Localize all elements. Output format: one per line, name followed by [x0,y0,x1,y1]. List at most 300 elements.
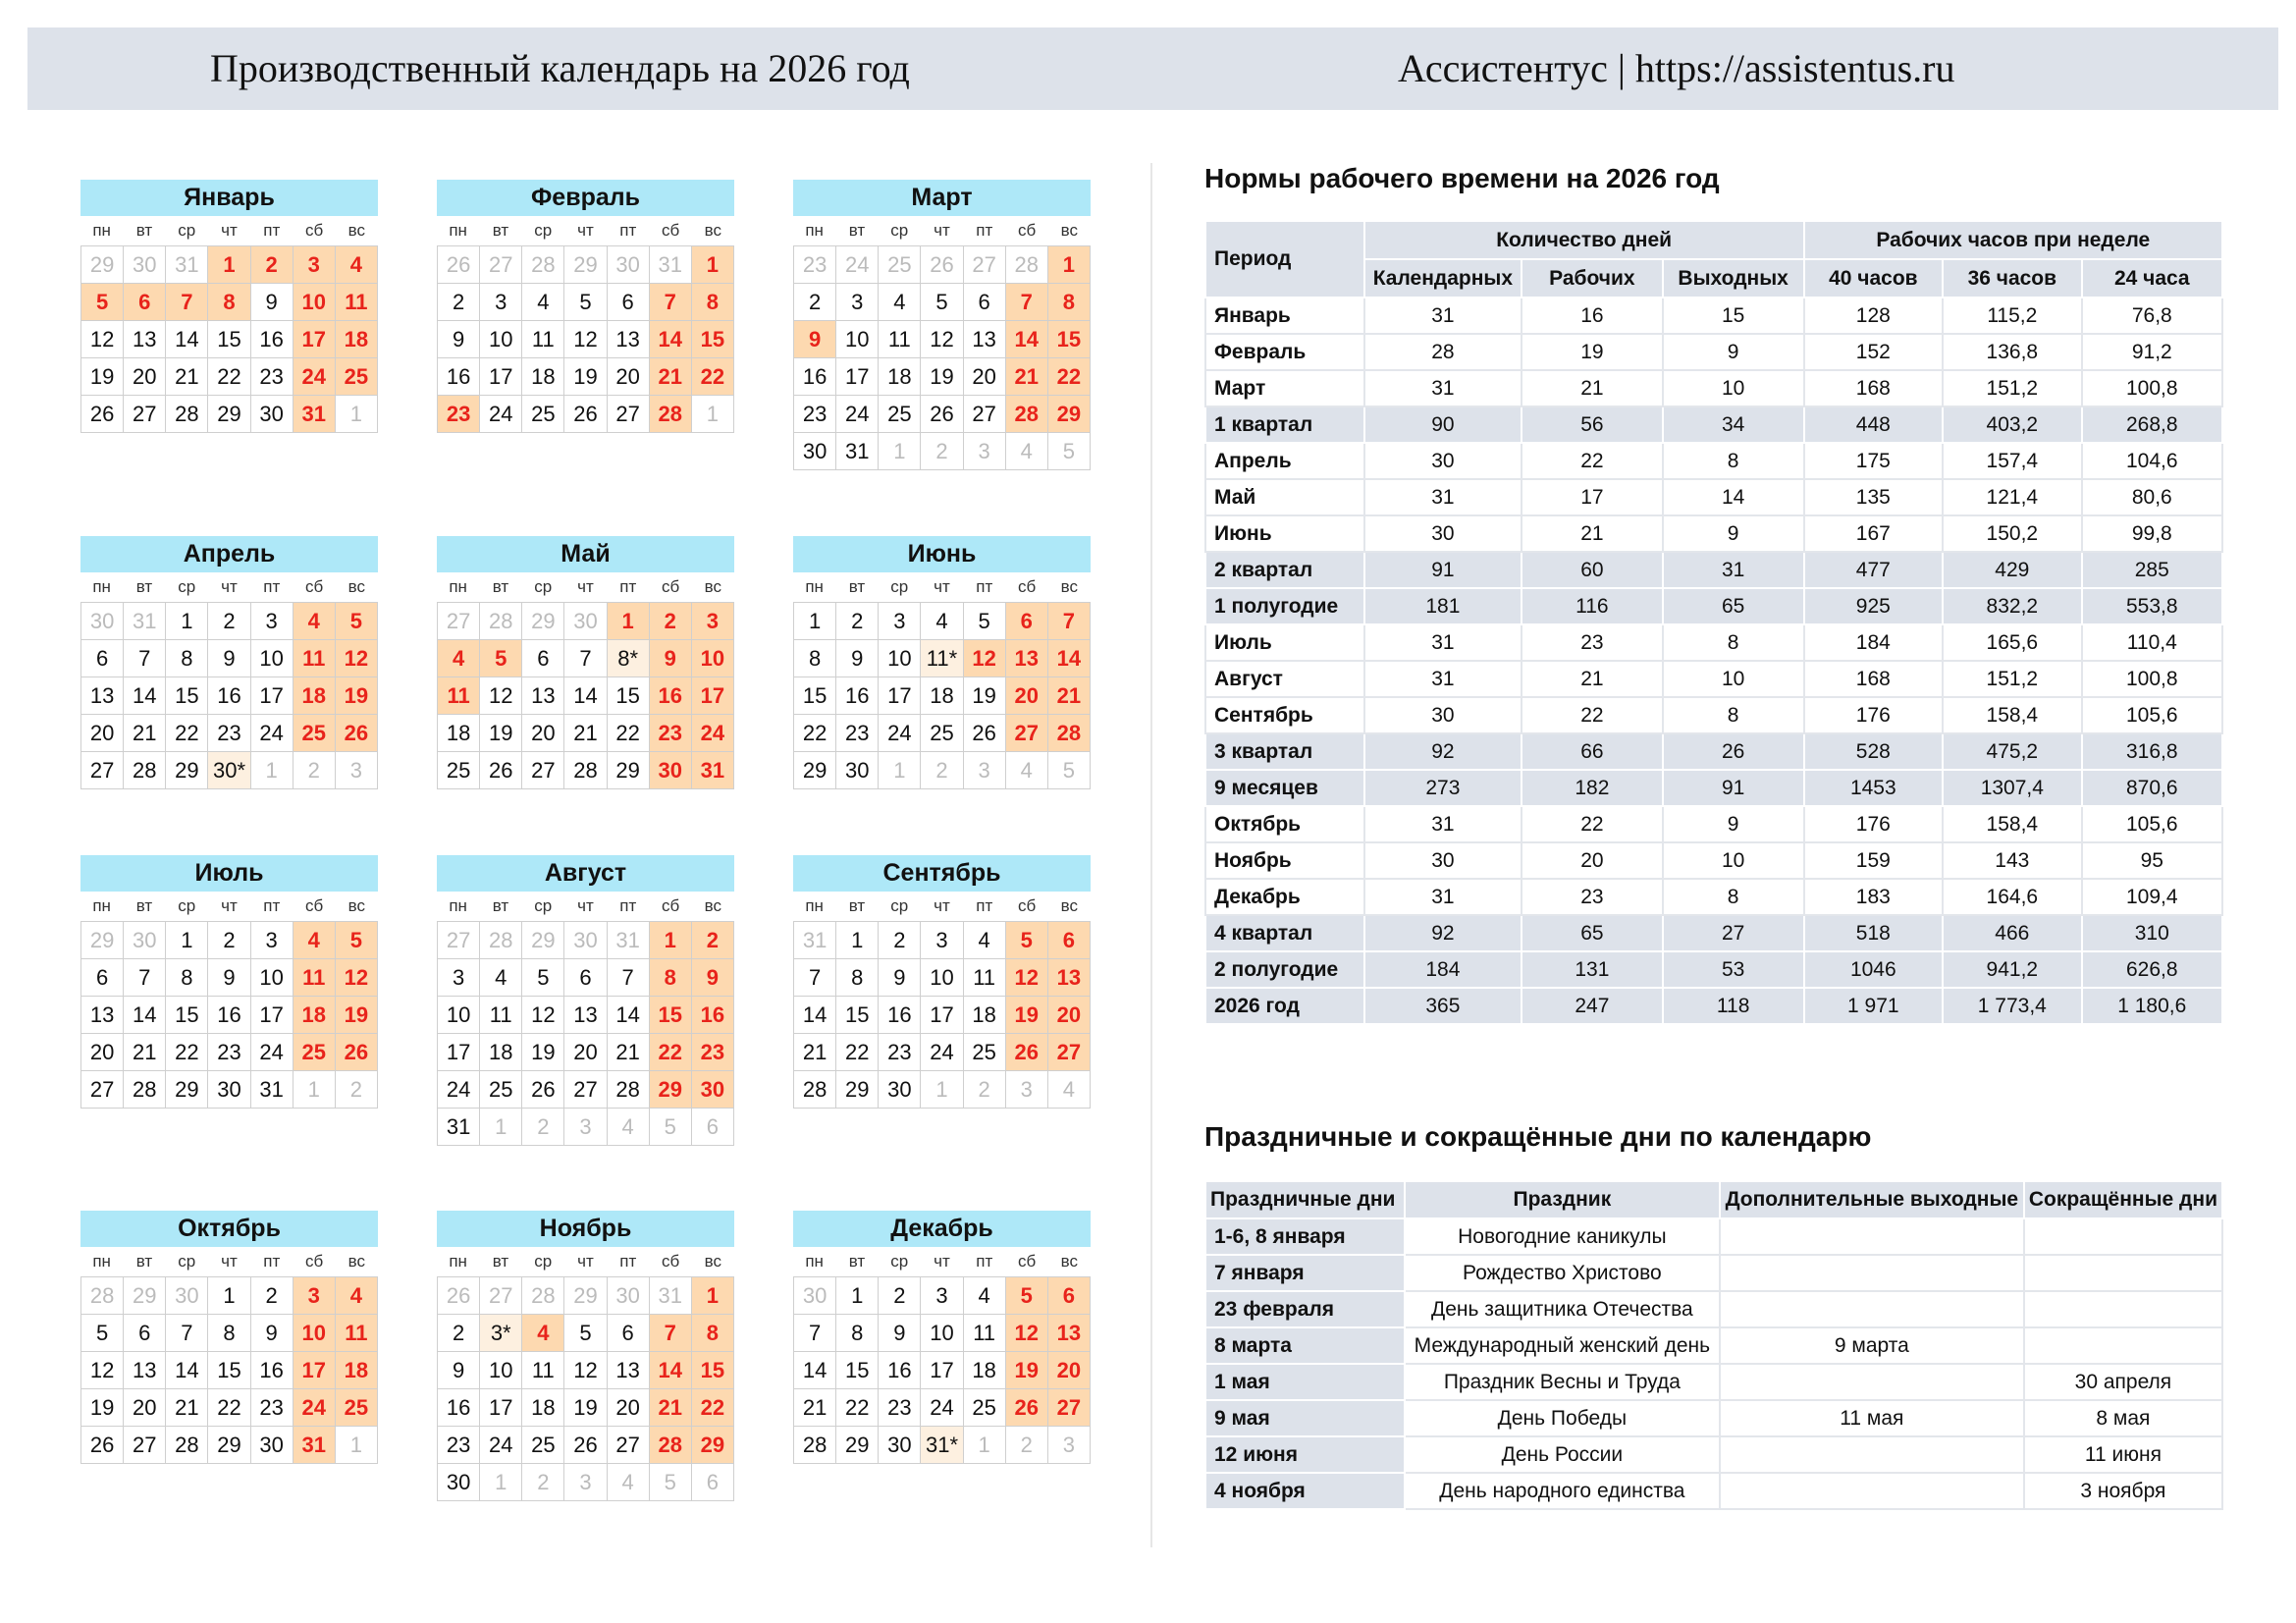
holiday-cell: 30 апреля [2024,1364,2222,1400]
holiday-cell: Международный женский день [1405,1327,1720,1364]
weekday-label: ср [890,221,909,240]
norm-value: 31 [1364,806,1522,842]
day-cell: 28 [480,603,522,640]
norm-value: 53 [1663,951,1804,988]
day-cell: 6 [564,959,607,997]
day-cell: 3 [964,433,1006,470]
day-cell: 31* [921,1427,963,1464]
day-cell: 26 [81,1427,124,1464]
day-cell: 4 [336,1277,378,1315]
day-cell: 1 [608,603,650,640]
day-cell: 6 [692,1109,734,1146]
month-calendar [437,180,734,433]
norm-value: 1 773,4 [1943,988,2082,1024]
weekday-label: вт [848,221,866,240]
day-cell: 5 [336,603,378,640]
day-cell: 18 [522,1389,564,1427]
day-cell: 21 [166,1389,208,1427]
day-cell: 5 [564,1315,607,1352]
norm-value: 30 [1364,443,1522,479]
month-title: Май [437,536,734,572]
day-cell: 13 [124,1352,166,1389]
day-cell: 21 [794,1389,836,1427]
weekday-label: ср [890,1252,909,1271]
table-row [1205,624,2222,661]
norm-value: 285 [2082,552,2222,588]
day-cell: 1 [294,1071,336,1109]
day-cell: 24 [480,396,522,433]
day-cell: 27 [522,752,564,789]
norm-value: 365 [1364,988,1522,1024]
weekday-label: сб [304,221,324,240]
holiday-cell: Рождество Христово [1405,1255,1720,1291]
holiday-cell: 3 ноября [2024,1473,2222,1509]
day-cell: 12 [336,640,378,677]
day-cell: 31 [166,246,208,284]
norm-value: 466 [1943,915,2082,951]
day-cell: 27 [480,246,522,284]
day-cell: 9 [879,1315,921,1352]
day-cell: 21 [650,358,692,396]
day-cell: 7 [608,959,650,997]
norm-value: 23 [1522,879,1663,915]
day-cell: 17 [480,358,522,396]
day-cell: 2 [1006,1427,1048,1464]
day-cell: 23 [208,715,250,752]
weekday-label: чт [221,896,238,915]
day-cell: 25 [879,396,921,433]
weekday-header [80,572,378,602]
norm-value: 92 [1364,733,1522,770]
day-cell: 18 [964,997,1006,1034]
month-title: Ноябрь [437,1211,734,1247]
day-cell: 21 [124,1034,166,1071]
day-cell: 20 [964,358,1006,396]
day-cell: 17 [438,1034,480,1071]
day-cell: 14 [166,1352,208,1389]
weekday-header [437,572,734,602]
norm-value: 91,2 [2082,334,2222,370]
day-cell: 16 [208,997,250,1034]
norm-value: 8 [1663,697,1804,733]
day-cell: 27 [1006,715,1048,752]
weekday-label: сб [304,577,324,596]
norm-value: 128 [1804,298,1943,334]
day-cell: 7 [166,284,208,321]
weekday-label: вс [1060,896,1079,915]
day-cell: 30 [251,1427,294,1464]
norm-value: 273 [1364,770,1522,806]
weekday-label: пн [805,1252,824,1271]
day-cell: 16 [208,677,250,715]
weekday-header [437,1247,734,1276]
norm-value: 10 [1663,842,1804,879]
day-cell: 6 [124,1315,166,1352]
weekday-header [793,572,1091,602]
month-title: Июнь [793,536,1091,572]
norm-value: 31 [1364,298,1522,334]
norm-value: 34 [1663,406,1804,443]
table-row [1205,370,2222,406]
day-cell: 7 [650,284,692,321]
weekday-header [80,892,378,921]
table-row [1205,1291,2222,1327]
day-cell: 22 [208,1389,250,1427]
day-grid [437,1276,734,1501]
day-cell: 2 [208,603,250,640]
weekday-label: чт [577,577,594,596]
norm-value: 31 [1663,552,1804,588]
weekday-label: чт [221,221,238,240]
period-label: Декабрь [1205,879,1364,915]
day-cell: 28 [608,1071,650,1109]
norm-value: 30 [1364,697,1522,733]
holiday-date: 23 февраля [1205,1291,1405,1327]
day-cell: 8 [836,1315,879,1352]
day-cell: 18 [921,677,963,715]
table-row [1205,1473,2222,1509]
norm-value: 518 [1804,915,1943,951]
day-cell: 10 [251,640,294,677]
day-cell: 20 [564,1034,607,1071]
day-cell: 28 [564,752,607,789]
norm-value: 184 [1804,624,1943,661]
day-cell: 1 [480,1464,522,1501]
day-cell: 13 [564,997,607,1034]
norm-value: 247 [1522,988,1663,1024]
period-label: Ноябрь [1205,842,1364,879]
weekday-label: чт [577,896,594,915]
day-cell: 28 [124,752,166,789]
day-cell: 5 [1048,433,1091,470]
site-credit: Ассистентус | https://assistentus.ru [1398,46,1955,90]
period-label: 1 полугодие [1205,588,1364,624]
day-cell: 1 [336,396,378,433]
day-cell: 15 [608,677,650,715]
month-calendar [793,180,1091,470]
day-cell: 25 [964,1034,1006,1071]
period-label: Май [1205,479,1364,515]
weekday-label: пн [449,896,467,915]
day-cell: 1 [692,246,734,284]
day-cell: 14 [794,997,836,1034]
period-label: 2 квартал [1205,552,1364,588]
weekday-label: вс [347,896,366,915]
day-cell: 8 [208,1315,250,1352]
norm-value: 118 [1663,988,1804,1024]
norm-value: 158,4 [1943,806,2082,842]
day-cell: 14 [650,321,692,358]
day-cell: 28 [650,1427,692,1464]
weekday-label: чт [934,896,950,915]
day-cell: 5 [1006,1277,1048,1315]
day-cell: 14 [166,321,208,358]
day-cell: 4 [480,959,522,997]
day-cell: 2 [794,284,836,321]
weekday-label: ср [890,577,909,596]
weekday-label: сб [661,577,680,596]
day-cell: 9 [208,640,250,677]
weekday-label: ср [178,221,196,240]
weekday-label: чт [934,577,950,596]
day-cell: 3* [480,1315,522,1352]
day-cell: 19 [336,997,378,1034]
day-cell: 18 [294,997,336,1034]
day-cell: 27 [1048,1034,1091,1071]
day-cell: 30 [564,603,607,640]
day-cell: 20 [608,358,650,396]
table-row [1205,298,2222,334]
sub-header: Рабочих [1522,259,1663,298]
day-grid [437,245,734,433]
day-cell: 1 [836,1277,879,1315]
norm-value: 136,8 [1943,334,2082,370]
day-cell: 26 [522,1071,564,1109]
day-cell: 22 [608,715,650,752]
day-cell: 2 [879,1277,921,1315]
day-cell: 31 [294,1427,336,1464]
day-cell: 8 [208,284,250,321]
day-cell: 2 [251,1277,294,1315]
norm-value: 151,2 [1943,661,2082,697]
weekday-label: ср [534,1252,553,1271]
day-cell: 11 [522,321,564,358]
table-row [1205,842,2222,879]
day-cell: 3 [251,922,294,959]
day-cell: 12 [480,677,522,715]
day-cell: 2 [650,603,692,640]
day-cell: 17 [836,358,879,396]
day-cell: 18 [438,715,480,752]
table-row [1205,1364,2222,1400]
holiday-cell [2024,1255,2222,1291]
day-cell: 4 [964,922,1006,959]
day-cell: 1 [879,433,921,470]
day-cell: 17 [251,677,294,715]
holiday-date: 9 мая [1205,1400,1405,1436]
norm-value: 158,4 [1943,697,2082,733]
weekday-label: вт [492,221,509,240]
month-calendar [80,536,378,789]
weekday-label: чт [934,221,950,240]
weekday-label: чт [577,221,594,240]
day-cell: 12 [964,640,1006,677]
weekday-header [80,216,378,245]
day-cell: 18 [964,1352,1006,1389]
norm-value: 925 [1804,588,1943,624]
days-header: Количество дней [1364,221,1804,259]
weekday-label: вт [135,577,153,596]
day-cell: 1 [836,922,879,959]
day-cell: 2 [522,1109,564,1146]
day-cell: 3 [921,922,963,959]
day-cell: 8 [166,640,208,677]
weekday-label: вт [135,1252,153,1271]
sub-header: 36 часов [1943,259,2082,298]
norm-value: 176 [1804,697,1943,733]
day-cell: 26 [480,752,522,789]
day-cell: 23 [879,1389,921,1427]
day-cell: 3 [294,246,336,284]
day-cell: 5 [522,959,564,997]
day-cell: 7 [124,640,166,677]
period-label: Июнь [1205,515,1364,552]
day-cell: 20 [81,715,124,752]
norm-value: 159 [1804,842,1943,879]
day-cell: 27 [964,246,1006,284]
day-cell: 19 [81,1389,124,1427]
day-cell: 22 [794,715,836,752]
day-cell: 11 [964,1315,1006,1352]
day-cell: 26 [1006,1389,1048,1427]
norm-value: 8 [1663,443,1804,479]
norm-value: 20 [1522,842,1663,879]
weekday-label: пн [92,221,111,240]
day-cell: 11 [336,284,378,321]
day-cell: 31 [608,922,650,959]
day-cell: 24 [879,715,921,752]
day-cell: 22 [692,358,734,396]
day-cell: 3 [564,1109,607,1146]
day-cell: 11 [879,321,921,358]
month-calendar [80,180,378,433]
day-grid [80,602,378,789]
day-cell: 28 [1006,246,1048,284]
weekday-label: пт [976,896,993,915]
day-cell: 4 [438,640,480,677]
day-cell: 3 [692,603,734,640]
weekday-label: сб [661,896,680,915]
day-cell: 20 [608,1389,650,1427]
day-cell: 24 [294,358,336,396]
day-cell: 19 [522,1034,564,1071]
weekday-label: чт [934,1252,950,1271]
day-cell: 27 [81,1071,124,1109]
day-cell: 6 [81,640,124,677]
weekday-label: вт [492,896,509,915]
day-cell: 13 [1006,640,1048,677]
norm-value: 95 [2082,842,2222,879]
weekday-label: вт [135,221,153,240]
norm-value: 22 [1522,697,1663,733]
weekday-header [80,1247,378,1276]
day-cell: 23 [794,246,836,284]
holiday-cell: День защитника Отечества [1405,1291,1720,1327]
weekday-label: ср [534,896,553,915]
day-cell: 4 [1006,433,1048,470]
norm-value: 21 [1522,370,1663,406]
norm-value: 66 [1522,733,1663,770]
day-cell: 22 [166,715,208,752]
norm-value: 553,8 [2082,588,2222,624]
day-cell: 30 [692,1071,734,1109]
day-cell: 28 [794,1071,836,1109]
day-cell: 12 [1006,959,1048,997]
norm-value: 31 [1364,370,1522,406]
holiday-header: Дополнительные выходные [1720,1181,2024,1218]
weekday-header [437,892,734,921]
day-cell: 15 [166,997,208,1034]
weekday-label: вс [1060,221,1079,240]
day-cell: 23 [251,358,294,396]
table-row [1205,406,2222,443]
day-cell: 10 [294,1315,336,1352]
day-cell: 11 [438,677,480,715]
weekday-label: вт [848,896,866,915]
day-cell: 19 [81,358,124,396]
day-cell: 29 [124,1277,166,1315]
norm-value: 76,8 [2082,298,2222,334]
day-cell: 28 [522,1277,564,1315]
day-cell: 30 [608,1277,650,1315]
day-cell: 11 [294,959,336,997]
norm-value: 8 [1663,879,1804,915]
day-grid [437,602,734,789]
day-cell: 2 [921,433,963,470]
day-cell: 28 [81,1277,124,1315]
norm-value: 92 [1364,915,1522,951]
day-cell: 16 [251,1352,294,1389]
period-label: 9 месяцев [1205,770,1364,806]
weekday-label: вт [135,896,153,915]
day-cell: 31 [124,603,166,640]
day-grid [80,245,378,433]
weekday-label: пт [619,577,637,596]
norm-value: 22 [1522,806,1663,842]
day-cell: 3 [438,959,480,997]
day-cell: 28 [1006,396,1048,433]
day-cell: 7 [794,959,836,997]
day-cell: 25 [964,1389,1006,1427]
day-cell: 11 [964,959,1006,997]
day-cell: 12 [1006,1315,1048,1352]
month-calendar [437,536,734,789]
holiday-cell [1720,1291,2024,1327]
day-cell: 19 [921,358,963,396]
day-cell: 11 [294,640,336,677]
sub-header: 24 часа [2082,259,2222,298]
weekday-label: ср [178,1252,196,1271]
norm-value: 104,6 [2082,443,2222,479]
norm-value: 9 [1663,334,1804,370]
holidays-table [1204,1180,2223,1510]
norm-value: 165,6 [1943,624,2082,661]
day-cell: 20 [124,1389,166,1427]
day-cell: 7 [166,1315,208,1352]
weekday-label: пт [976,221,993,240]
weekday-label: пн [805,577,824,596]
day-cell: 2 [336,1071,378,1109]
weekday-label: сб [1017,1252,1037,1271]
norm-value: 14 [1663,479,1804,515]
day-cell: 5 [564,284,607,321]
day-cell: 11 [336,1315,378,1352]
day-cell: 5 [1006,922,1048,959]
holiday-date: 7 января [1205,1255,1405,1291]
day-cell: 21 [124,715,166,752]
day-cell: 30 [650,752,692,789]
day-cell: 4 [522,1315,564,1352]
day-cell: 21 [650,1389,692,1427]
day-cell: 31 [692,752,734,789]
holiday-cell [2024,1218,2222,1255]
norm-value: 143 [1943,842,2082,879]
norm-value: 477 [1804,552,1943,588]
norm-value: 31 [1364,879,1522,915]
day-cell: 25 [480,1071,522,1109]
day-cell: 23 [251,1389,294,1427]
norm-value: 31 [1364,624,1522,661]
